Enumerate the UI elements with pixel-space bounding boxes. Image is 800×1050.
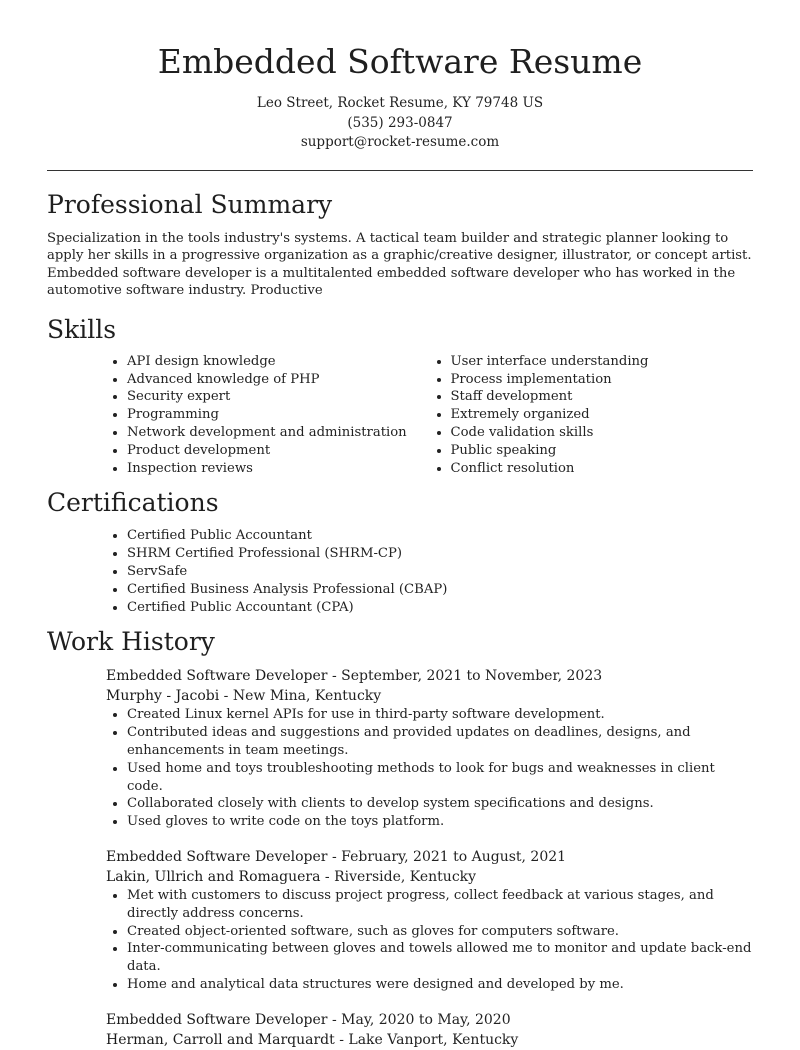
- contact-phone: (535) 293-0847: [347, 114, 453, 131]
- skill-item: • Security expert: [127, 388, 430, 406]
- job-bullet: • Used home and toys troubleshooting methods to look for bugs and weaknesses in client code.: [127, 760, 753, 796]
- job-bullet: • Created object-oriented software, such as gloves for computers software.: [127, 923, 753, 941]
- skill-item: • API design knowledge: [127, 353, 430, 371]
- job-bullets: [106, 706, 753, 831]
- job-separator: -: [327, 849, 342, 866]
- skill-item: • Public speaking: [451, 442, 754, 460]
- certification-item: • Certified Public Accountant: [127, 527, 753, 545]
- skill-item: • Product development: [127, 442, 430, 460]
- job-separator: -: [334, 1031, 349, 1048]
- certification-item: • ServSafe: [127, 563, 753, 581]
- skill-item: • Network development and administration: [127, 424, 430, 442]
- job-bullet: • Home and analytical data structures were designed and developed by me.: [127, 976, 753, 994]
- skills-heading: Skills: [47, 314, 117, 344]
- job-location: New Mina, Kentucky: [232, 688, 382, 705]
- skill-item: • User interface understanding: [451, 353, 754, 371]
- certifications-list: [106, 527, 753, 616]
- job-company: Lakin, Ullrich and Romaguera: [106, 869, 321, 886]
- job-bullet: • Contributed ideas and suggestions and provided updates on deadlines, designs, and enhancements in team meetings.: [127, 724, 753, 760]
- job-title: Embedded Software Developer: [106, 668, 328, 685]
- certification-item: • Certified Public Accountant (CPA): [127, 599, 753, 617]
- job-separator: -: [320, 869, 335, 886]
- skill-item: • Programming: [127, 406, 430, 424]
- resume-page: [47, 0, 753, 1050]
- job-bullet: • Inter-communicating between gloves and towels allowed me to monitor and update back-end data.: [127, 940, 753, 976]
- skills-list-left: [106, 353, 430, 478]
- skill-item: • Inspection reviews: [127, 460, 430, 478]
- job-bullets: [106, 887, 753, 994]
- summary-section: [47, 189, 753, 300]
- job-bullet: • Created Linux kernel APIs for use in third-party software development.: [127, 706, 753, 724]
- contact-email: support@rocket-resume.com: [300, 134, 500, 150]
- skill-item: • Extremely organized: [451, 406, 754, 424]
- job-location: Riverside, Kentucky: [334, 869, 477, 886]
- job-separator: -: [327, 668, 342, 685]
- certifications-heading: Certifications: [47, 488, 219, 518]
- summary-heading: Professional Summary: [47, 189, 333, 219]
- skills-section: [47, 314, 753, 478]
- work-history-section: [47, 626, 753, 1049]
- job-bullet: • Met with customers to discuss project progress, collect feedback at various stages, and directly address concerns.: [127, 887, 753, 923]
- certifications-section: [47, 487, 753, 616]
- resume-title: Embedded Software Resume: [157, 42, 643, 81]
- job-dates: May, 2020 to May, 2020: [341, 1011, 511, 1028]
- certification-item: • Certified Business Analysis Professional (CBAP): [127, 581, 753, 599]
- contact-block: [47, 94, 753, 153]
- work-history-heading: Work History: [47, 627, 215, 657]
- job-company-line: [106, 686, 753, 706]
- resume-header: [47, 0, 753, 153]
- job-entry: [106, 666, 753, 831]
- job-location: Lake Vanport, Kentucky: [348, 1031, 519, 1048]
- summary-text: Specialization in the tools industry's systems. A tactical team builder and strategic planner looking to apply her skills in a progressive organization as a graphic/creative designer, illustrator, or concept artist. Embedded software developer is a multitalented embedded software developer who has worked in the automotive software industry. Productive: [47, 230, 752, 299]
- skills-list-right: [430, 353, 754, 478]
- certification-item: • SHRM Certified Professional (SHRM-CP): [127, 545, 753, 563]
- job-title: Embedded Software Developer: [106, 849, 328, 866]
- skill-item: • Process implementation: [451, 371, 754, 389]
- job-company-line: [106, 867, 753, 887]
- job-bullet: • Collaborated closely with clients to develop system specifications and designs.: [127, 795, 753, 813]
- contact-address: Leo Street, Rocket Resume, KY 79748 US: [256, 95, 544, 111]
- job-entry: [106, 1010, 753, 1050]
- job-title-line: [106, 1010, 753, 1030]
- job-separator: -: [219, 688, 233, 705]
- job-dates: September, 2021 to November, 2023: [341, 668, 603, 685]
- job-company: Herman, Carroll and Marquardt: [106, 1031, 335, 1048]
- header-divider: [47, 170, 753, 171]
- job-company: Murphy - Jacobi: [106, 688, 220, 705]
- skill-item: • Conflict resolution: [451, 460, 754, 478]
- job-entry: [106, 847, 753, 994]
- skill-item: • Staff development: [451, 388, 754, 406]
- skill-item: • Advanced knowledge of PHP: [127, 371, 430, 389]
- certifications-list-wrap: [106, 527, 753, 616]
- job-bullet: • Used gloves to write code on the toys platform.: [127, 813, 753, 831]
- skill-item: • Code validation skills: [451, 424, 754, 442]
- job-title: Embedded Software Developer: [106, 1011, 328, 1028]
- job-dates: February, 2021 to August, 2021: [341, 849, 567, 866]
- job-separator: -: [327, 1011, 342, 1028]
- job-company-line: [106, 1030, 753, 1050]
- skills-grid: [106, 353, 753, 478]
- job-title-line: [106, 666, 753, 686]
- job-title-line: [106, 847, 753, 867]
